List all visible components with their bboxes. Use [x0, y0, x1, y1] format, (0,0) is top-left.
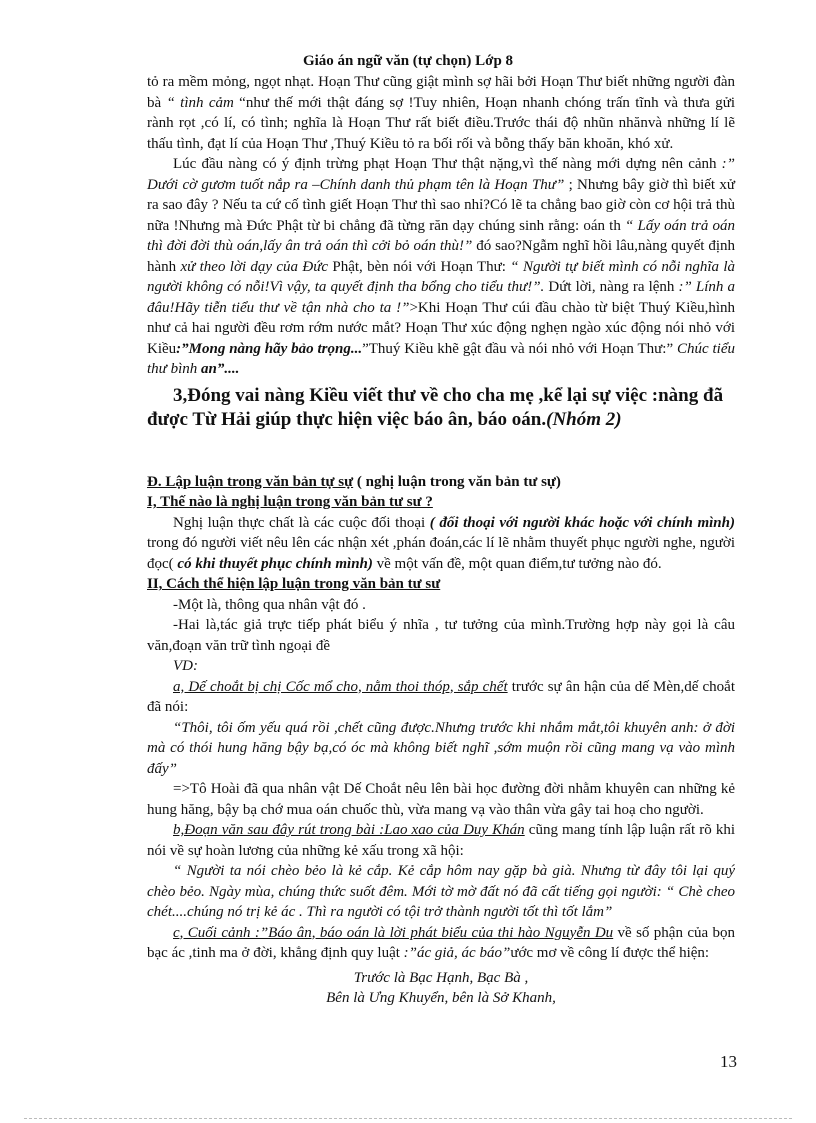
page-number: 13 — [720, 1052, 737, 1071]
text: ước mơ về công lí được thể hiện: — [510, 945, 710, 961]
paragraph — [147, 820, 735, 861]
paragraph — [147, 677, 735, 718]
divider — [24, 1118, 792, 1119]
text: Chúc tiểu thư bình — [147, 340, 736, 377]
section-heading-3 — [147, 384, 735, 432]
paragraph — [147, 154, 735, 380]
text: trước sự ân hận của dế Mèn,dế choắt đã nói: — [147, 678, 735, 715]
paragraph — [147, 513, 735, 575]
page-header: Giáo án ngữ văn (tự chọn) Lớp 8 — [302, 53, 514, 69]
text: :” Lính a đâu!Hãy tiễn tiểu thư về tận nhà cho ta !” — [147, 279, 735, 316]
text: xử theo lời dạy của Đức — [180, 258, 329, 275]
text: :”ác giả, ác báo” — [403, 945, 511, 961]
text: ; Nhưng bây giờ thì biết xử ra sao đây ? Nếu ta cứ cố tình giết Hoạn Thư thì sao nhỉ?Có lẽ ta chẳng bao giờ còn cơ hội trả thù nữa !Nhưng mà Đức Phật từ bi chẳng đã từng răn dạy chúng sinh rằng: oán th — [147, 176, 735, 234]
text: an”.... — [201, 361, 240, 377]
text: ( nghị luận trong văn bản tư sự) — [353, 473, 561, 490]
poem-line: Trước là Bạc Hạnh, Bạc Bà , — [353, 969, 529, 986]
text: (Nhóm 2) — [546, 408, 622, 430]
text: “ Người tự biết mình có nỗi nghĩa là người không có nỗi!Vì vậy, ta quyết định tha bổng cho tiểu thư!”. — [147, 258, 735, 295]
text: đó sao?Ngẫm nghĩ hồi lâu,nàng quyết định hành — [147, 238, 735, 275]
paragraph: -Hai là,tác giả trực tiếp phát biểu ý nhĩa , tư tưởng của mình.Trường hợp này gọi là câu văn,đoạn văn trữ tình ngoại đề — [147, 617, 735, 654]
section-heading-d — [147, 472, 735, 493]
quote: “ Người ta nói chèo bẻo là kẻ cắp. Kẻ cắp hôm nay gặp bà già. Nhưng từ đây tôi lại quý chèo bẻo. Ngày mùa, chúng thức suốt đêm. Mới tờ mờ đất nó đã cất tiếng gọi người: “ Chè cheo chét....chúng nó trị kẻ ác . Thì ra người có tội trở thành người tốt thì tốt lắm” — [147, 863, 735, 920]
text: tỏ ra mềm mỏng, ngọt nhạt. Hoạn Thư cũng giật mình sợ hãi bởi Hoạn Thư biết những người đàn bà — [147, 74, 735, 111]
paragraph — [147, 72, 735, 154]
section-heading-ii — [147, 574, 735, 595]
text: ”Thuý Kiều khẽ gật đầu và nói nhỏ với Hoạn Thư:” — [362, 340, 677, 357]
text: về số phận của bọn bạc ác ,tinh ma ở đời, khẳng định quy luật — [147, 924, 736, 961]
text: a, Dế choắt bị chị Cốc mổ cho, nằm thoi thóp, sắp chết — [173, 678, 508, 695]
text: c, Cuối cảnh :”Báo ân, báo oán là lời phát biểu của thi hào Nguyễn Du — [173, 924, 614, 941]
paragraph — [147, 923, 735, 964]
paragraph: -Một là, thông qua nhân vật đó . — [173, 596, 366, 613]
text: Đ. Lập luận trong văn bản tự sự — [147, 473, 354, 490]
text: :” Dưới cờ gươm tuốt nắp ra –Chính danh thủ phạm tên là Hoạn Thư” — [147, 156, 735, 193]
text: cũng mang tính lập luận rất rõ khi nói về sự hoàn lương của những kẻ xấu trong xã hội: — [147, 822, 735, 859]
text: “như thế mới thật đáng sợ !Tuy nhiên, Hoạn nhanh chóng trấn tĩnh và thưa gửi rành rọt ,có lí, có tình; nghĩa là Hoạn Thư rất biết điều.Trước thái độ nhũn nhănvà những lí lẽ thấu tình, đạt lí của Hoạn Thư ,Thuý Kiều tỏ ra bối rối và bỗng thấy băn khoăn, khó xử. — [147, 94, 735, 152]
text: 3,Đóng vai nàng Kiều viết thư về cho cha mẹ ,kể lại sự việc :nàng đã được Từ Hải giúp thực hiện việc báo ân, báo oán. — [147, 384, 724, 430]
text: có khi thuyết phục chính mình) — [177, 555, 373, 572]
text: Lúc đầu nàng có ý định trừng phạt Hoạn Thư thật nặng,vì thế nàng mới dựng nên cảnh — [173, 156, 722, 172]
quote: “Thôi, tôi ốm yếu quá rồi ,chết cũng được.Nhưng trước khi nhắm mắt,tôi khuyên anh: ở đời mà có thói hung hăng bậy bạ,có óc mà không biết nghĩ ,sớm muộn rồi cũng mang vạ vào mình đấy” — [147, 719, 735, 777]
text: Phật, bèn nói với Hoạn Thư: — [328, 258, 511, 275]
section-heading-i — [147, 492, 735, 513]
text: II, Cách thể hiện lập luận trong văn bản tư sư — [147, 576, 441, 592]
text: >Khi Hoạn Thư cúi đầu chào từ biệt Thuý Kiều,hình như cả hai người đều rơm rớm nước mắt? Hoạn Thư xúc động nghẹn ngào xúc động nói nhỏ với Kiều — [147, 299, 735, 357]
spacer — [147, 432, 735, 472]
text: trong đó người viết nêu lên các nhận xét ,phán đoán,các lí lẽ nhằm thuyết phục người nghe, người đọc( — [147, 535, 735, 572]
text: ( đối thoại với người khác hoặc với chính mình) — [429, 514, 735, 531]
document-body — [147, 72, 735, 1009]
text: :”Mong nàng hãy bảo trọng... — [176, 340, 363, 357]
paragraph: =>Tô Hoài đã qua nhân vật Dế Choắt nêu lên bài học đường đời nhằm khuyên can những kẻ hung hăng, bậy bạ chớ mua oán chuốc thù, vừa mang vạ vào thân vừa gây tai hoạ cho người. — [147, 781, 735, 818]
poem-line: Bên là Ưng Khuyển, bên là Sở Khanh, — [326, 990, 556, 1006]
text: Dứt lời, nàng ra lệnh — [544, 279, 679, 295]
text: “ Lấy oán trả oán thì đời đời thù oán,lấy ân trả oán thì cởi bỏ oán thù!” — [147, 217, 735, 254]
example-label: VD: — [173, 658, 198, 674]
text: “ tình cảm — [166, 94, 240, 111]
text: về một vấn đề, một quan điểm,tư tưởng nào đó. — [372, 555, 662, 572]
text: b,Đoạn văn sau đây rút trong bài :Lao xao của Duy Khán — [173, 822, 525, 838]
text: I, Thế nào là nghị luận trong văn bản tư sư ? — [147, 494, 433, 510]
text: Nghị luận thực chất là các cuộc đối thoại — [173, 514, 430, 531]
